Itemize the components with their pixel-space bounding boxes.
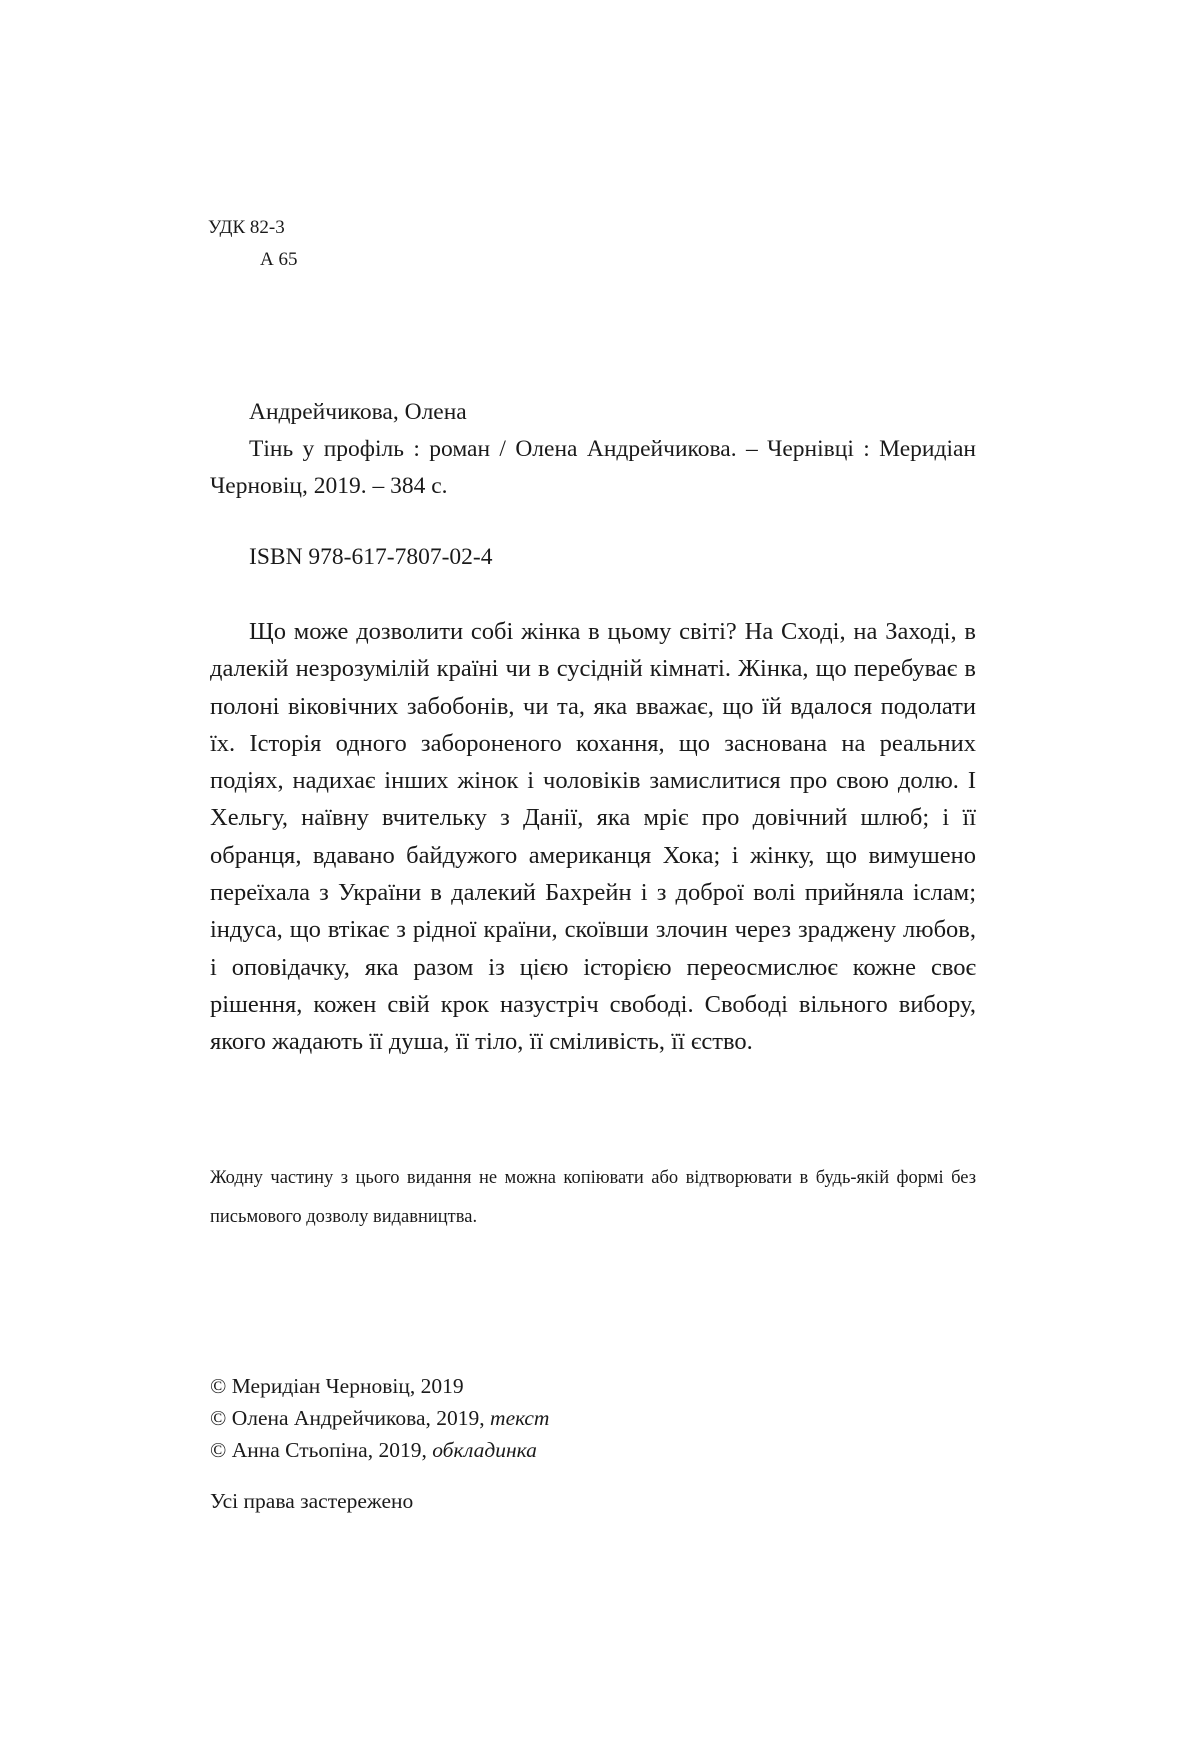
copyright-publisher: © Меридіан Черновіц, 2019: [210, 1374, 464, 1398]
author-mark: А 65: [260, 249, 298, 270]
isbn: ISBN 978-617-7807-02-4: [249, 544, 493, 570]
rights-notice: Жодну частину з цього видання не можна копіювати або відтворювати в будь-якій формі без письмового дозволу видавництва.: [210, 1168, 976, 1227]
bibliographic-author: Андрейчикова, Олена: [249, 399, 467, 425]
bibliographic-entry: Тінь у профіль : роман / Олена Андрейчикова. – Чернівці : Меридіан Черновіц, 2019. – 384 с.: [210, 436, 976, 499]
annotation: Що може дозволити собі жінка в цьому світі? На Сході, на Заході, в далекій незрозумілій країні чи в сусідній кімнаті. Жінка, що перебуває в полоні віковічних забобонів, чи та, яка вважає, що їй вдалося подолати їх. Історія одного забороненого кохання, що заснована на реальних подіях, надихає інших жінок і чоловіків замислитися про свою долю. І Хельгу, наївну вчительку з Данії, яка мріє про довічний шлюб; і її обранця, вдавано байдужого американця Хока; і жінку, що вимушено переїхала з України в далекий Бахрейн і з доброї волі прийняла іслам; індуса, що втікає з рідної країни, скоївши злочин через зраджену любов, і оповідачку, яка разом із цією історією переосмислює кожне своє рішення, кожен свій крок назустріч свободі. Свободі вільного вибору, якого жадають її душа, її тіло, її сміливість, її єство.: [210, 618, 976, 1056]
copyright-list: [210, 1370, 549, 1466]
udk-classification: [208, 212, 297, 276]
copyright-cover: © Анна Стьопіна, 2019, обкладинка: [210, 1438, 537, 1462]
copyright-author: © Олена Андрейчикова, 2019, текст: [210, 1406, 550, 1430]
udk-code: УДК 82-3: [208, 217, 285, 238]
all-rights-reserved: Усі права застережено: [210, 1489, 414, 1513]
